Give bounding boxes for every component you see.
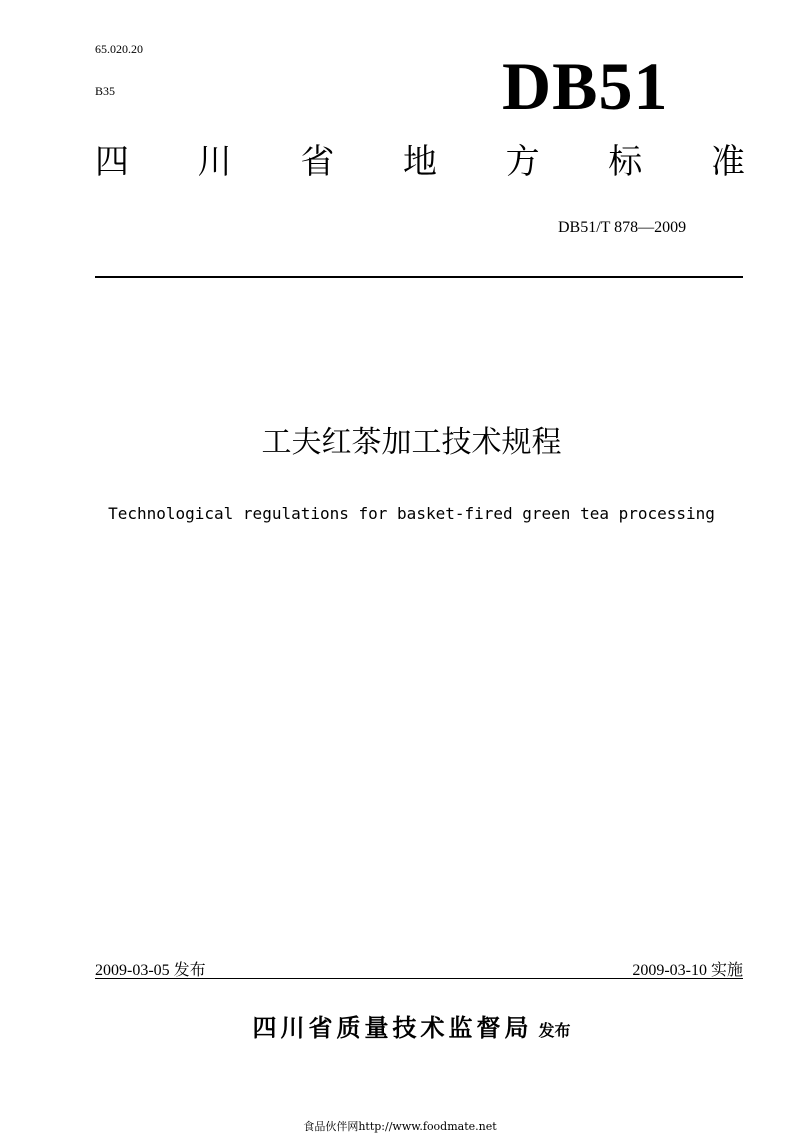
standard-logo: DB51 xyxy=(502,48,669,124)
document-title-chinese: 工夫红茶加工技术规程 xyxy=(261,425,562,460)
publisher-line xyxy=(0,1008,800,1043)
ccs-code: B35 xyxy=(95,84,116,98)
standard-type-char: 方 xyxy=(505,142,540,182)
standard-type-char: 省 xyxy=(300,142,335,182)
header-divider xyxy=(95,276,743,278)
standard-type-char: 准 xyxy=(710,142,745,182)
implementation-date: 2009-03-10 实施 xyxy=(632,962,743,979)
standard-type-char: 地 xyxy=(402,142,437,182)
page-footer-link[interactable]: 食品伙伴网http://www.foodmate.net xyxy=(303,1120,497,1133)
document-title-english: Technological regulations for basket-fired green tea processing xyxy=(108,504,715,523)
ics-code: 65.020.20 xyxy=(95,42,143,56)
standard-number: DB51/T 878—2009 xyxy=(558,219,687,236)
issue-date: 2009-03-05 发布 xyxy=(95,962,206,979)
publisher-name: 四川省质量技术监督局 xyxy=(252,1014,533,1042)
standard-type-char: 川 xyxy=(197,142,232,182)
standard-type-char: 四 xyxy=(95,142,129,182)
standard-type-char: 标 xyxy=(608,142,643,182)
footer-divider xyxy=(95,978,743,979)
publisher-action: 发布 xyxy=(538,1021,571,1040)
standard-type-heading xyxy=(95,142,745,182)
